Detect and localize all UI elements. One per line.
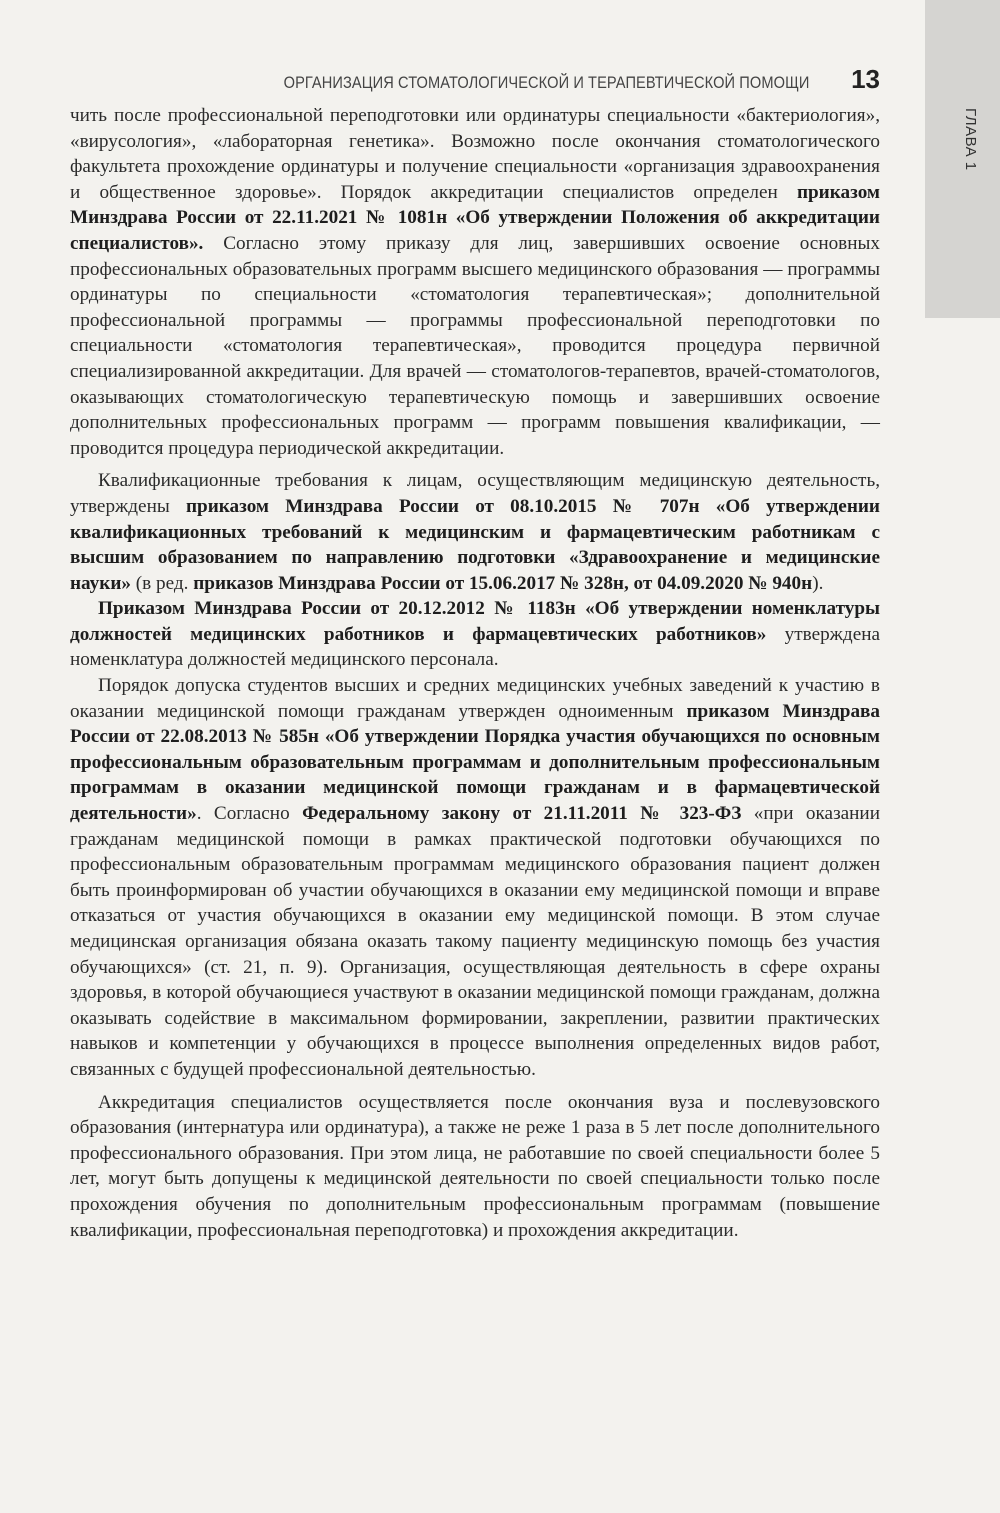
legal-reference: приказом Минздрава России от 22.08.2013 № 585н «Об утверждении Порядка участия обучающихся по основным профессиональным образовательным программам и дополнительным профессиональным программам в оказании медицинской помощи гражданам и в фармацевтической деятельности»	[70, 700, 880, 825]
paragraph-5	[70, 1090, 880, 1244]
text-segment: чить после профессиональной переподготовки или ординатуры специальности «бактериология», «вирусология», «лабораторная генетика». Возможно после окончания стоматологического факультета прохождение ординатуры и получение специальности «организация здравоохранения и общественное здоровье». Порядок аккредитации специалистов определен	[70, 105, 880, 203]
paragraph-1	[70, 103, 880, 461]
text-segment: ).	[812, 572, 824, 594]
body-text	[70, 103, 880, 1243]
running-title: ОРГАНИЗАЦИЯ СТОМАТОЛОГИЧЕСКОЙ И ТЕРАПЕВТИЧЕСКОЙ ПОМОЩИ	[283, 73, 810, 92]
text-segment: «при оказании гражданам медицинской помощи в рамках практической подготовки обучающихся по профессиональным образовательным программам медицинского образования пациент должен быть проинформирован об участии обучающихся в оказании ему медицинской помощи и вправе отказаться от участия обучающихся в оказании ему медицинской помощи. В этом случае медицинская организация обязана оказать такому пациенту медицинскую помощь без участия обучающихся» (ст. 21, п. 9). Организация, осуществляющая деятельность в сфере охраны здоровья, в которой обучающиеся участвуют в оказании медицинской помощи гражданам, должна оказывать содействие в максимальном формировании, закреплении, развитии практических навыков и компетенции у обучающихся в процессе выполнения определенных видов работ, связанных с будущей профессиональной деятельностью.	[70, 803, 880, 1080]
text-segment: . Согласно	[196, 803, 303, 825]
text-segment: Согласно этому приказу для лиц, завершивших освоение основных профессиональных образовательных программ высшего медицинского образования — программы ординатуры по специальности «стоматология терапевтическая»; дополнительной профессиональной программы — программы профессиональной переподготовки по специальности «стоматология терапевтическая», проводится процедура первичной специализированной аккредитации. Для врачей — стоматологов-терапевтов, врачей-стоматологов, оказывающих стоматологическую терапевтическую помощь и завершивших освоение дополнительных профессиональных программ — программ повышения квалификации, — проводится процедура периодической аккредитации.	[70, 232, 880, 459]
text-segment: Аккредитация специалистов осуществляется после окончания вуза и послевузовского образования (интернатура или ординатура), а также не реже 1 раза в 5 лет после дополнительного профессионального образования. При этом лица, не работавшие по своей специальности более 5 лет, могут быть допущены к медицинской деятельности по своей специальности только после прохождения обучения по дополнительным профессиональным программам (повышение квалификации, профессиональная переподготовка) и прохождения аккредитации.	[70, 1091, 880, 1241]
legal-reference: приказов Минздрава России от 15.06.2017 № 328н, от 04.09.2020 № 940н	[193, 572, 813, 594]
paragraph-4	[70, 673, 880, 1083]
text-segment: Квалификационные требования к лицам, осуществляющим медицинскую деятельность, утверждены	[70, 470, 880, 517]
paragraph-2	[70, 468, 880, 596]
page-number: 13	[851, 64, 880, 94]
text-segment: (в ред.	[130, 572, 194, 594]
legal-reference: приказом Минздрава России от 22.11.2021 № 1081н «Об утверждении Положения об аккредитации специалистов».	[70, 181, 880, 254]
legal-reference: Федеральному закону от 21.11.2011 № 323-ФЗ	[302, 803, 742, 825]
chapter-label: ГЛАВА 1	[962, 108, 979, 171]
legal-reference: Приказом Минздрава России от 20.12.2012 № 1183н «Об утверждении номенклатуры должностей медицинских работников и фармацевтических работников»	[70, 598, 880, 645]
paragraph-3	[70, 596, 880, 673]
running-header	[70, 64, 880, 95]
text-segment: Порядок допуска студентов высших и средних медицинских учебных заведений к участию в оказании медицинской помощи гражданам утвержден одноименным	[70, 675, 880, 722]
chapter-side-tab	[925, 0, 1000, 318]
legal-reference: приказом Минздрава России от 08.10.2015 № 707н «Об утверждении квалификационных требований к медицинским и фармацевтическим работникам с высшим образованием по направлению подготовки «Здравоохранение и медицинские науки»	[70, 495, 880, 594]
text-segment: утверждена номенклатура должностей медицинского персонала.	[70, 623, 880, 671]
